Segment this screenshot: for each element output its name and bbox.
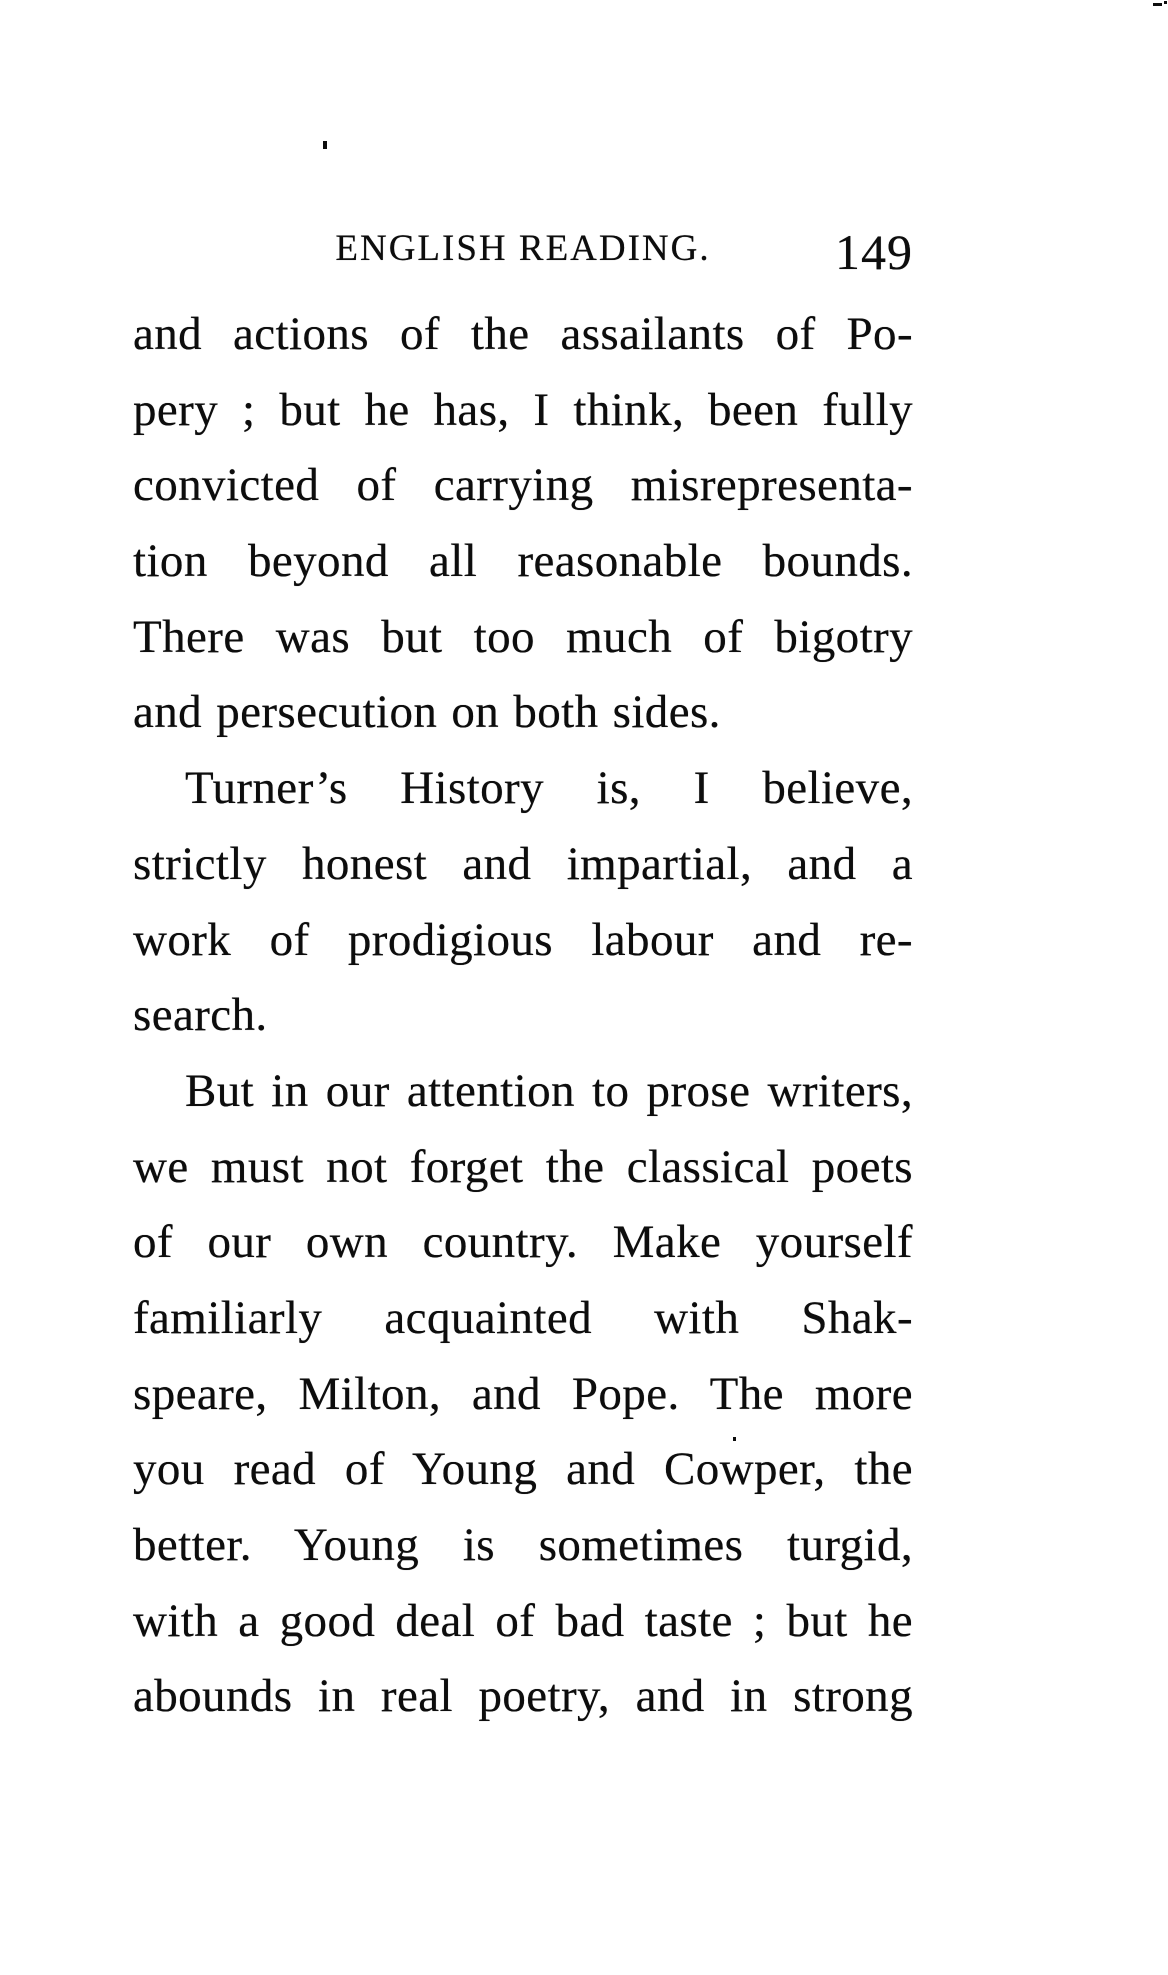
text-line: we must not forget the classical poets [133,1140,913,1193]
text-line: tion beyond all reasonable bounds. [133,535,913,588]
text-line: Turner’s History is, I believe, [185,762,913,815]
text-line: better. Young is sometimes turgid, [133,1519,913,1571]
scan-speck [1153,3,1162,6]
text-line: with a good deal of bad taste ; but he [133,1594,913,1647]
text-line: There was but too much of bigotry [133,610,913,663]
text-line: convicted of carrying misrepresenta- [133,459,913,512]
text-line: pery ; but he has, I think, been fully [133,383,913,436]
scan-speck [733,1437,736,1441]
scan-speck [1164,1,1167,4]
text-line: speare, Milton, and Pope. The more [133,1367,913,1420]
text-line: you read of Young and Cowper, the [133,1443,913,1496]
body-text [133,297,913,1735]
text-line: work of prodigious labour and re- [133,913,913,966]
text-line: strictly honest and impartial, and a [133,837,913,890]
text-line: and persecution on both sides. [133,686,721,739]
text-line: But in our attention to prose writers, [185,1064,913,1117]
page-number: 149 [835,224,913,280]
scan-speck [323,141,327,149]
text-line: abounds in real poetry, and in strong [133,1670,913,1723]
text-line: search. [133,989,268,1042]
text-line: familiarly acquainted with Shak- [133,1291,913,1344]
page-header-title: ENGLISH READING. [335,228,711,269]
text-line: and actions of the assailants of Po- [133,308,913,360]
text-line: of our own country. Make yourself [133,1216,913,1269]
